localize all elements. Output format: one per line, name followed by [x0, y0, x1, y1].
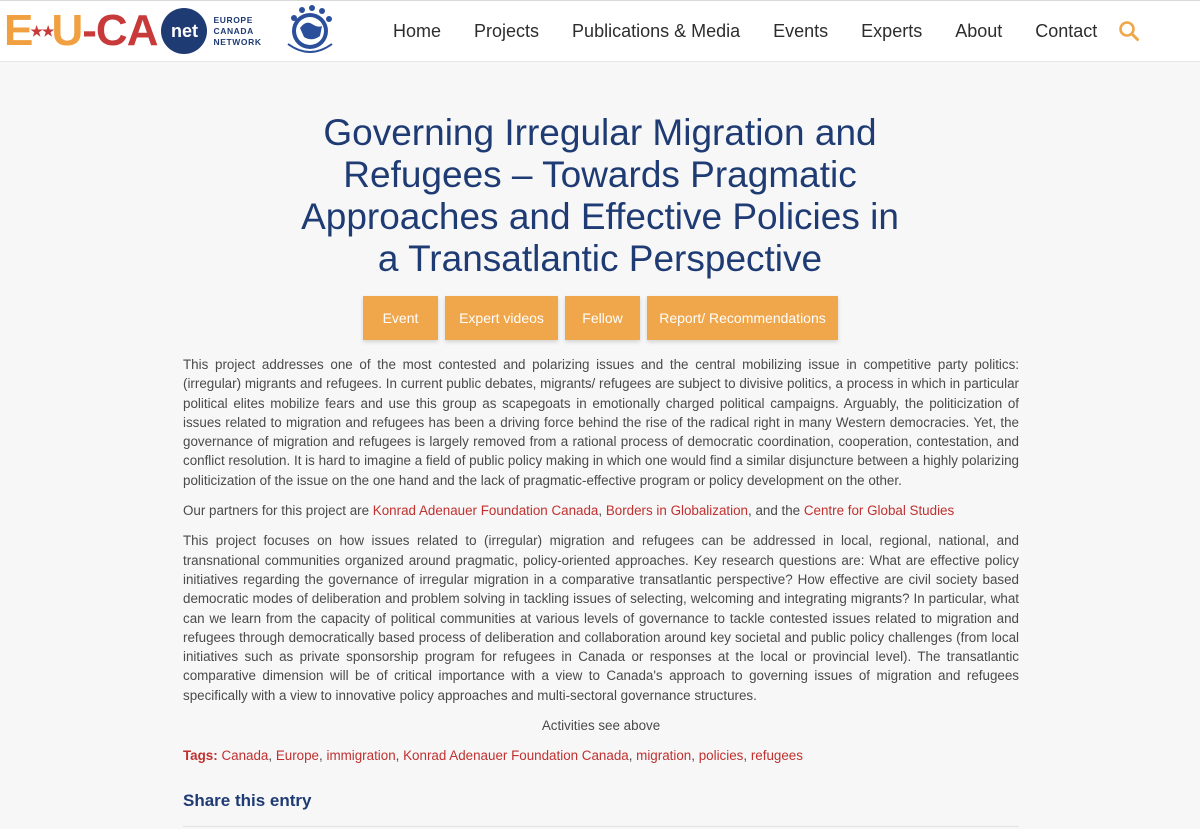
- focus-paragraph: This project focuses on how issues related to (irregular) migration and refugees can be addressed in local, regional, national, and transnational communities organized around pragmatic, policy-oriented approaches. Key research questions are: What are effective policy initiatives regarding the governance of irregular migration in a comparative transatlantic perspective? How effective are civil society based democratic modes of deliberation and problem solving in tackling issues of selecting, welcoming and integrating migrants? In particular, what can we learn from the capacity of political communities at various levels of governance to tackle contested issues related to migration and refugees through democratically based process of deliberation and collaboration around key societal and public policy challenges (from local initiatives such as private sponsorship program for refugees in Canada or responses at the local or provincial level). The transatlantic comparative dimension will be of critical importance with a view to Canada's approach to governing issues of migration and refugees specifically with a view to innovative policy approaches and multi-sectoral governance structures.: [183, 533, 1019, 703]
- tag-link[interactable]: migration: [636, 748, 692, 764]
- logo-wordmark: E ★★ U - C A: [4, 6, 158, 55]
- partner-link-centre-for-global-studies[interactable]: Centre for Global Studies: [803, 503, 955, 519]
- eu-ca-net-logo[interactable]: [4, 5, 262, 57]
- logo-net-badge: net: [161, 8, 207, 54]
- divider: [183, 826, 1019, 827]
- expert-videos-button[interactable]: Expert videos: [445, 296, 558, 340]
- partners-paragraph: Our partners for this project are Konrad Adenauer Foundation Canada, Borders in Globalization, and the Centre for Global Studies: [183, 503, 955, 519]
- activities-note: Activities see above: [541, 718, 661, 734]
- share-heading: Share this entry: [183, 791, 312, 810]
- partner-link-kas-canada[interactable]: Konrad Adenauer Foundation Canada: [372, 503, 599, 519]
- tag-link[interactable]: immigration: [326, 748, 396, 764]
- tag-link[interactable]: refugees: [750, 748, 803, 764]
- tags-line: Tags: Canada, Europe, immigration, Konrad Adenauer Foundation Canada, migration, policies, refugees: [183, 748, 803, 764]
- partner-link-borders-in-globalization[interactable]: Borders in Globalization: [605, 503, 748, 519]
- tag-link[interactable]: Europe: [275, 748, 320, 764]
- page-title: Governing Irregular Migration and Refugees – Towards Pragmatic Approaches and Effective Policies in a Transatlantic Perspective: [301, 112, 899, 279]
- nav-events[interactable]: Events: [773, 20, 829, 41]
- tag-link[interactable]: Konrad Adenauer Foundation Canada: [403, 748, 629, 764]
- article-body: [183, 355, 1019, 777]
- tag-link[interactable]: policies: [698, 748, 744, 764]
- nav-home[interactable]: Home: [393, 20, 442, 41]
- nav-projects[interactable]: Projects: [474, 20, 540, 41]
- nav-about[interactable]: About: [955, 20, 1003, 41]
- intro-paragraph: This project addresses one of the most contested and polarizing issues and the central mobilizing issue in competitive party politics: (irregular) migrants and refugees. In current public debates, migrants/ refugees are subject to divisive politics, a process in which in particular political elites mobilize fears and use this group as scapegoats in emotionally charged political campaigns. Arguably, the politicization of issues related to migration and refugees has been a driving force behind the rise of the radical right in many Western democracies. Yet, the governance of migration and refugees is largely removed from a rational process of democratic coordination, cooperation, contestation, and conflict resolution. It is hard to imagine a field of public policy making in which one would find a similar disjuncture between a highly polarizing politicization of the issue on the one hand and the lack of pragmatic-effective program or policy development on the other.: [183, 357, 1019, 488]
- logo-subtitle: EUROPE CANADA NETWORK: [213, 14, 262, 47]
- project-links: [363, 296, 845, 340]
- nav-experts[interactable]: Experts: [861, 20, 923, 41]
- event-button[interactable]: Event: [363, 296, 438, 340]
- main-nav: [393, 1, 1097, 61]
- centre-global-studies-logo[interactable]: [282, 4, 338, 58]
- site-header: [0, 0, 1200, 62]
- nav-publications-media[interactable]: Publications & Media: [572, 20, 741, 41]
- report-recommendations-button[interactable]: Report/ Recommendations: [647, 296, 838, 340]
- nav-contact[interactable]: Contact: [1035, 20, 1098, 41]
- fellow-button[interactable]: Fellow: [565, 296, 640, 340]
- search-icon[interactable]: [1118, 20, 1140, 42]
- tags-label: Tags:: [183, 748, 218, 764]
- tag-link[interactable]: Canada: [221, 748, 269, 764]
